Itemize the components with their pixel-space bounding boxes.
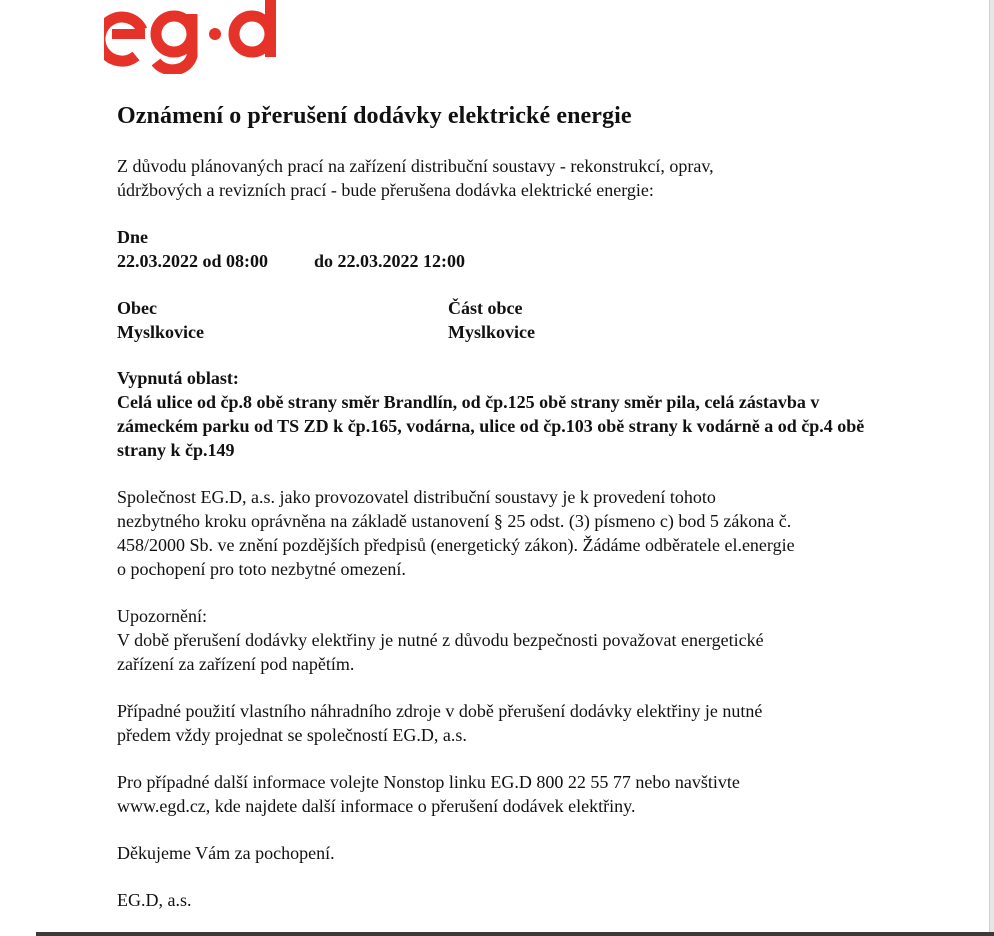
obec-label: Obec [117,298,157,318]
backup-paragraph [117,699,957,747]
location-section [117,296,957,344]
area-line: zámeckém parku od TS ZD k čp.165, vodárna, ulice od čp.103 obě strany k vodárně a od čp.4 obě [117,416,865,436]
thanks-text: Děkujeme Vám za pochopení. [117,843,335,863]
date-to: do 22.03.2022 12:00 [314,251,466,271]
warning-line: zařízení za zařízení pod napětím. [117,654,355,674]
obec-value: Myslkovice [117,322,204,342]
legal-line: nezbytného kroku oprávněna na základě ustanovení § 25 odst. (3) písmeno c) bod 5 zákona č. [117,511,792,531]
info-paragraph [117,770,957,818]
signature-text: EG.D, a.s. [117,890,192,910]
info-line: www.egd.cz, kde najdete další informace o přerušení dodávek elektřiny. [117,796,636,816]
info-line: Pro případné další informace volejte Nonstop linku EG.D 800 22 55 77 nebo navštivte [117,772,740,792]
warning-label: Upozornění: [117,606,207,626]
cast-obce-value: Myslkovice [448,322,535,342]
cast-obce-label: Část obce [448,298,523,318]
horizontal-scrollbar[interactable] [36,932,994,936]
intro-line: údržbových a revizních prací - bude přerušena dodávka elektrické energie: [117,180,654,200]
backup-line: předem vždy projednat se společností EG.D, a.s. [117,725,467,745]
legal-paragraph [117,485,957,581]
area-section [117,366,957,462]
warning-line: V době přerušení dodávky elektřiny je nutné z důvodu bezpečnosti považovat energetické [117,630,764,650]
legal-line: o pochopení pro toto nezbytné omezení. [117,559,406,579]
warning-paragraph [117,604,957,676]
date-section [117,225,957,273]
notice-content [117,100,957,935]
legal-line: Společnost EG.D, a.s. jako provozovatel distribuční soustavy je k provedení tohoto [117,487,716,507]
egd-logo [104,0,288,74]
area-line: strany k čp.149 [117,440,235,460]
notice-title: Oznámení o přerušení dodávky elektrické energie [117,103,632,129]
date-from: 22.03.2022 od 08:00 [117,251,269,271]
backup-line: Případné použití vlastního náhradního zdroje v době přerušení dodávky elektřiny je nutné [117,701,763,721]
thanks-paragraph [117,841,957,865]
vertical-scrollbar-track[interactable] [990,0,994,936]
obec-column [117,296,448,344]
area-line: Celá ulice od čp.8 obě strany směr Brandlín, od čp.125 obě strany směr pila, celá zástavba v [117,392,820,412]
intro-line: Z důvodu plánovaných prací na zařízení distribuční soustavy - rekonstrukcí, oprav, [117,156,714,176]
legal-line: 458/2000 Sb. ve znění pozdějších předpisů (energetický zákon). Žádáme odběratele el.energie [117,535,795,555]
date-range [117,249,957,273]
intro-paragraph [117,154,957,202]
cast-obce-column [448,296,748,344]
signature-paragraph [117,888,957,912]
date-label: Dne [117,227,148,247]
area-label: Vypnutá oblast: [117,368,239,388]
